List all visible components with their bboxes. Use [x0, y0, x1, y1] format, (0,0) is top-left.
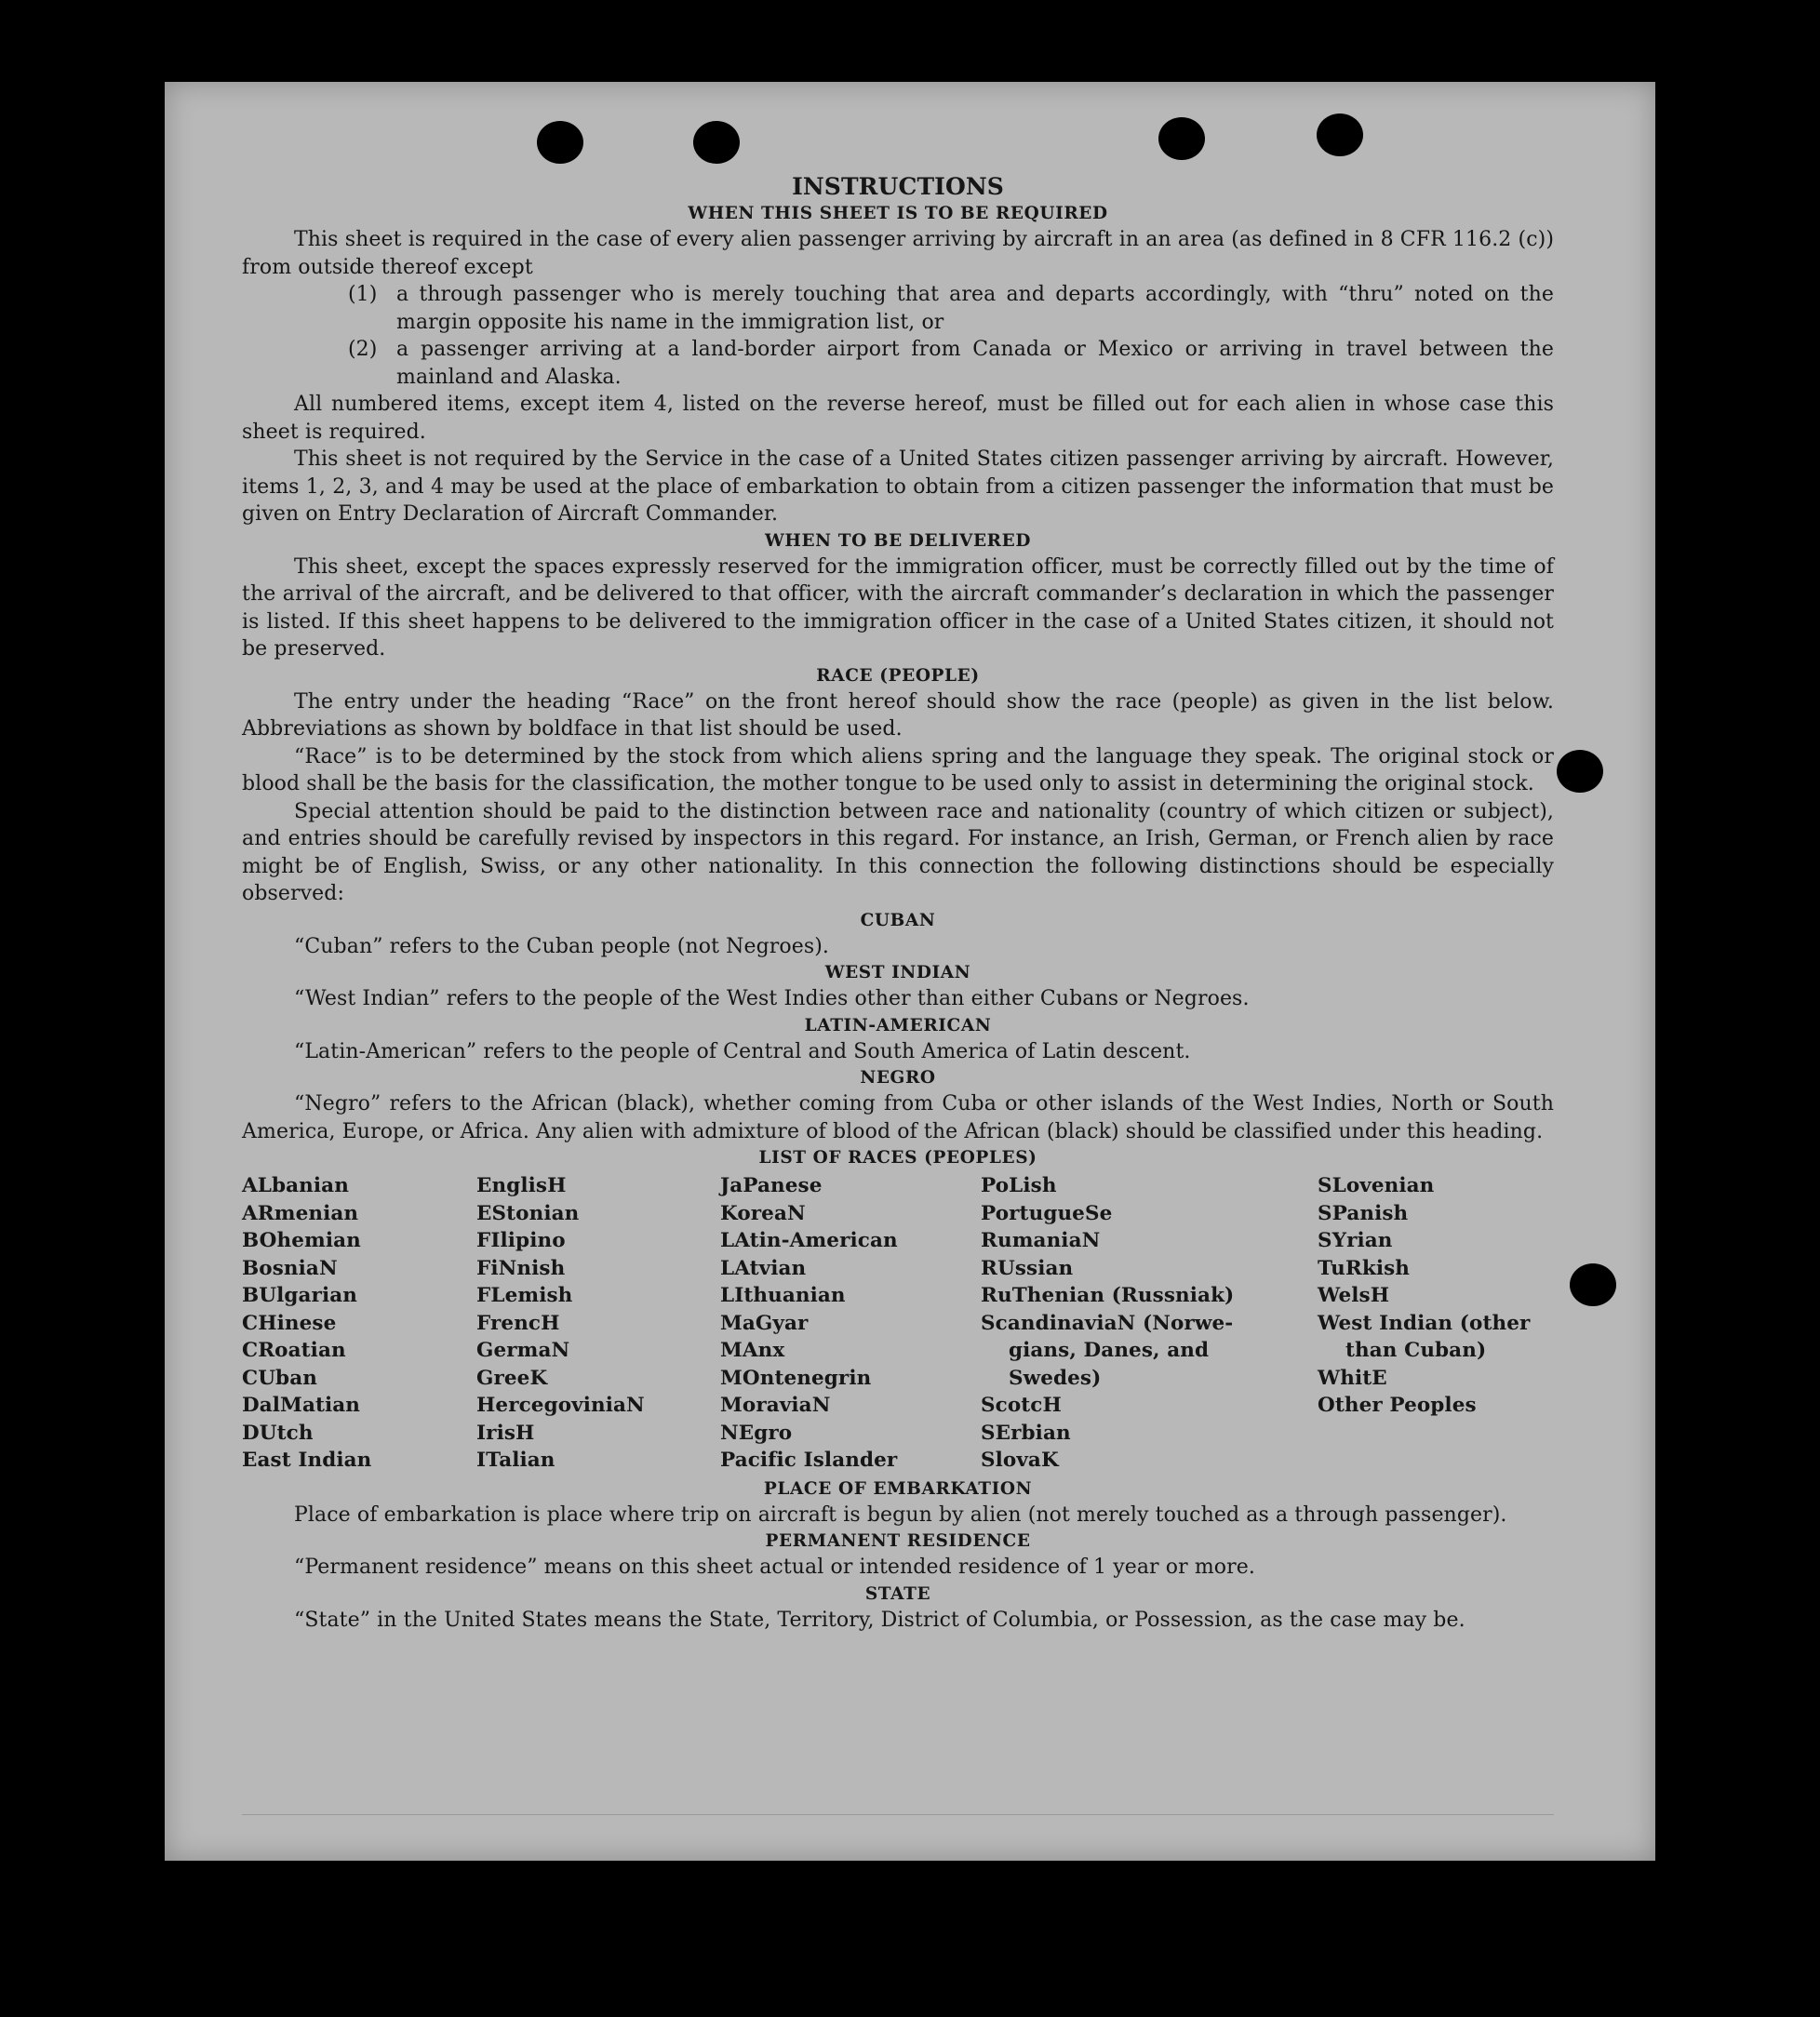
list-item: ScotcH [981, 1394, 1062, 1417]
punch-hole [1557, 750, 1603, 793]
list-item: SLovenian [1318, 1174, 1435, 1197]
section-heading-delivered: WHEN TO BE DELIVERED [765, 530, 1031, 551]
punch-hole [693, 121, 740, 164]
list-item: BOhemian [242, 1229, 361, 1252]
required-para-2: All numbered items, except item 4, listed on the reverse hereof, must be filled out for each alien in whose case this sheet is required. [242, 393, 1554, 444]
list-item: KoreaN [720, 1201, 806, 1225]
list-item: DUtch [242, 1421, 314, 1445]
races-column-3 [720, 1172, 981, 1475]
latin-american-text: “Latin-American” refers to the people of Central and South America of Latin descent. [294, 1039, 1191, 1063]
list-item: SPanish [1318, 1201, 1409, 1225]
required-intro: This sheet is required in the case of every alien passenger arriving by aircraft in an area (as defined in 8 CFR 116.2 (c)) from outside thereof except [242, 228, 1554, 279]
list-item: IrisH [476, 1421, 535, 1445]
list-item: MaGyar [720, 1311, 809, 1335]
section-heading-west-indian: WEST INDIAN [824, 963, 971, 982]
list-item: WhitE [1318, 1366, 1387, 1390]
list-item: LAtin-American [720, 1229, 898, 1252]
list-item: CUban [242, 1366, 317, 1390]
list-item: FrencH [476, 1311, 560, 1335]
item-number: (1) [348, 283, 378, 306]
races-list [242, 1172, 1554, 1475]
list-item: SlovaK [981, 1449, 1059, 1472]
delivered-text: This sheet, except the spaces expressly reserved for the immigration officer, must be correctly filled out by the time of the arrival of the aircraft, and be delivered to that officer, with the aircraft commander’s declaration in which the passenger is listed. If this sheet happens to be delivered to the immigration officer in the case of a United States citizen, it should not be preserved. [242, 554, 1554, 661]
list-item: CHinese [242, 1311, 337, 1335]
list-item: FIlipino [476, 1229, 566, 1252]
page-title: INSTRUCTIONS [792, 173, 1004, 200]
punch-hole [1570, 1263, 1616, 1306]
list-item: ARmenian [242, 1201, 359, 1225]
races-column-1 [242, 1172, 476, 1475]
cuban-text: “Cuban” refers to the Cuban people (not Negroes). [294, 934, 830, 958]
list-item: gians, Danes, and [1009, 1339, 1210, 1362]
list-item: Other Peoples [1318, 1394, 1477, 1417]
list-item: East Indian [242, 1449, 372, 1472]
list-item: MOntenegrin [720, 1366, 872, 1390]
list-item: than Cuban) [1345, 1339, 1487, 1362]
list-item: ScandinaviaN (Norwe- [981, 1311, 1234, 1335]
list-item: LIthuanian [720, 1284, 846, 1307]
list-item: FLemish [476, 1284, 573, 1307]
list-item: SYrian [1318, 1229, 1393, 1252]
required-para-3: This sheet is not required by the Service in the case of a United States citizen passenger arriving by aircraft. However, items 1, 2, 3, and 4 may be used at the place of embarkation to obtain from a citizen passenger the information that must be given on Entry Declaration of Aircraft Commander. [242, 447, 1554, 526]
item-text: a through passenger who is merely touching that area and departs accordingly, with “thru” noted on the margin opposite his name in the immigration list, or [396, 283, 1554, 334]
list-item: EnglisH [476, 1174, 567, 1197]
races-column-4 [981, 1172, 1318, 1475]
section-heading-embarkation: PLACE OF EMBARKATION [763, 1478, 1033, 1499]
list-item: CRoatian [242, 1339, 346, 1362]
list-item: SErbian [981, 1421, 1071, 1445]
section-heading-state: STATE [864, 1583, 931, 1604]
race-para-3: Special attention should be paid to the distinction between race and nationality (country of which citizen or subject), and entries should be carefully revised by inspectors in this regard. For instance, an Irish, German, or French alien by race might be of English, Swiss, or any other nationality. In this connection the following distinctions should be especially observed: [242, 799, 1554, 905]
section-heading-races-list: LIST OF RACES (PEOPLES) [758, 1148, 1037, 1168]
section-heading-race: RACE (PEOPLE) [816, 665, 980, 686]
state-text: “State” in the United States means the State, Territory, District of Columbia, or Possession, as the case may be. [294, 1608, 1465, 1632]
section-heading-cuban: CUBAN [860, 910, 936, 930]
residence-text: “Permanent residence” means on this sheet actual or intended residence of 1 year or more. [294, 1556, 1255, 1579]
section-heading-residence: PERMANENT RESIDENCE [765, 1531, 1031, 1551]
section-heading-required: WHEN THIS SHEET IS TO BE REQUIRED [688, 204, 1108, 223]
list-item: Pacific Islander [720, 1449, 898, 1472]
list-item: PortugueSe [981, 1201, 1113, 1225]
exception-item-2 [242, 336, 1554, 391]
list-item: MoraviaN [720, 1394, 831, 1417]
punch-hole [537, 121, 583, 164]
list-item: ALbanian [242, 1174, 349, 1197]
list-item: ITalian [476, 1449, 555, 1472]
races-column-5 [1318, 1172, 1554, 1475]
item-number: (2) [348, 338, 378, 361]
list-item: BUlgarian [242, 1284, 358, 1307]
list-item: DalMatian [242, 1394, 361, 1417]
list-item: MAnx [720, 1339, 785, 1362]
list-item: Swedes) [1009, 1366, 1102, 1390]
list-item: RuThenian (Russniak) [981, 1284, 1235, 1307]
punch-hole [1317, 114, 1363, 156]
list-item: FiNnish [476, 1256, 566, 1280]
embarkation-text: Place of embarkation is place where trip on aircraft is begun by alien (not merely touched as a through passenger). [294, 1503, 1507, 1527]
item-text: a passenger arriving at a land-border airport from Canada or Mexico or arriving in travel between the mainland and Alaska. [396, 338, 1554, 389]
list-item: RUssian [981, 1256, 1074, 1280]
list-item: JaPanese [720, 1174, 823, 1197]
race-para-2: “Race” is to be determined by the stock from which aliens spring and the language they speak. The original stock or blood shall be the basis for the classification, the mother tongue to be used only to assist in determining the original stock. [242, 744, 1554, 795]
document-page [165, 82, 1655, 1861]
races-column-2 [476, 1172, 720, 1475]
negro-text: “Negro” refers to the African (black), whether coming from Cuba or other islands of the West Indies, North or South America, Europe, or Africa. Any alien with admixture of blood of the African (black) should be classified under this heading. [242, 1092, 1554, 1143]
list-item: WelsH [1318, 1284, 1390, 1307]
punch-hole [1158, 117, 1205, 160]
instructions-content [242, 173, 1554, 1634]
race-para-1: The entry under the heading “Race” on the front hereof should show the race (people) as given in the list below. Abbreviations as shown by boldface in that list should be used. [242, 689, 1554, 741]
list-item: GreeK [476, 1366, 548, 1390]
exception-item-1 [242, 281, 1554, 336]
list-item: GermaN [476, 1339, 570, 1362]
list-item: NEgro [720, 1421, 793, 1445]
section-heading-latin-american: LATIN-AMERICAN [804, 1015, 992, 1035]
list-item: PoLish [981, 1174, 1057, 1197]
list-item: HercegoviniaN [476, 1394, 645, 1417]
list-item: RumaniaN [981, 1229, 1101, 1252]
divider [242, 1814, 1554, 1815]
list-item: LAtvian [720, 1256, 807, 1280]
list-item: BosniaN [242, 1256, 338, 1280]
list-item: West Indian (other [1318, 1311, 1531, 1335]
list-item: TuRkish [1318, 1256, 1411, 1280]
list-item: EStonian [476, 1201, 580, 1225]
section-heading-negro: NEGRO [860, 1068, 936, 1088]
west-indian-text: “West Indian” refers to the people of the West Indies other than either Cubans or Negroes. [294, 987, 1250, 1010]
